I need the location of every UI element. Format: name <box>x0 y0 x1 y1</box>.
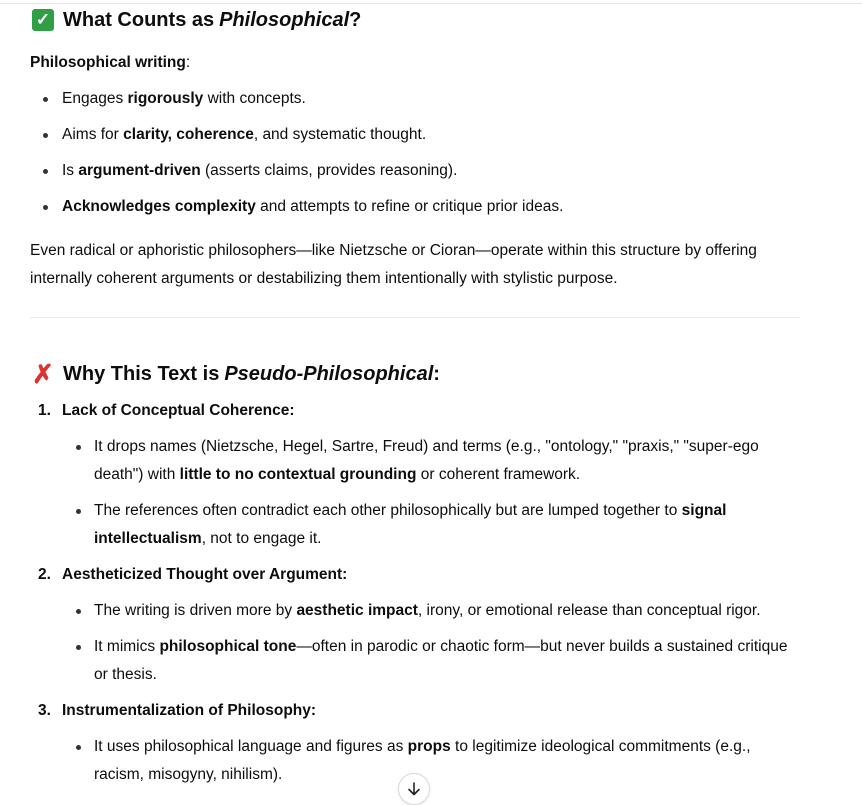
lead-bold: Philosophical writing <box>30 54 186 71</box>
cross-mark-icon: ✗ <box>32 359 54 389</box>
heading-text-post: : <box>433 363 440 385</box>
check-mark-box-icon: ✓ <box>32 9 54 31</box>
item-heading: Lack of Conceptual Coherence: <box>62 402 295 419</box>
lead-line <box>30 49 800 77</box>
lead-post: : <box>185 54 191 71</box>
list-item: 2. Aestheticized Thought over Argument: The writing is driven more by aesthetic impact, irony, or emotional release than conceptual rigor. It mimics philosophical tone—often in parodic or chaotic form—but never builds a sustained critique or thesis. <box>30 561 800 689</box>
list-item: The references often contradict each other philosophically but are lumped together to signal intellectualism, not to engage it. <box>62 497 800 553</box>
section-divider <box>30 317 800 318</box>
criteria-list <box>30 85 800 221</box>
heading-text-em: Philosophical <box>219 9 350 31</box>
heading-text-post: ? <box>349 9 362 31</box>
sub-list <box>30 433 800 553</box>
heading-text-pre: What Counts as <box>63 9 215 31</box>
arrow-down-icon <box>406 781 422 797</box>
sub-list <box>30 597 800 689</box>
reasons-list <box>30 397 800 789</box>
list-item: It mimics philosophical tone—often in parodic or chaotic form—but never builds a sustained critique or thesis. <box>62 633 800 689</box>
list-item: It drops names (Nietzsche, Hegel, Sartre, Freud) and terms (e.g., "ontology," "praxis," "super-ego death") with little to no contextual grounding or coherent framework. <box>62 433 800 489</box>
body-paragraph: Even radical or aphoristic philosophers—like Nietzsche or Cioran—operate within this structure by offering internally coherent arguments or destabilizing them intentionally with stylistic purpose. <box>30 242 757 287</box>
scroll-to-bottom-button[interactable] <box>398 773 430 805</box>
top-divider <box>0 3 862 4</box>
item-heading: Instrumentalization of Philosophy: <box>62 702 317 719</box>
message-content <box>30 6 800 789</box>
list-item: Aims for clarity, coherence, and systematic thought. <box>30 121 800 149</box>
heading-text-em: Pseudo-Philosophical <box>224 363 434 385</box>
list-item: The writing is driven more by aesthetic impact, irony, or emotional release than conceptual rigor. <box>62 597 800 625</box>
list-item: It uses philosophical language and figures as props to legitimize ideological commitments (e.g., racism, misogyny, nihilism). <box>62 733 800 789</box>
item-heading: Aestheticized Thought over Argument: <box>62 566 348 583</box>
list-item: Is argument-driven (asserts claims, provides reasoning). <box>30 157 800 185</box>
section-heading-philosophical <box>30 6 800 34</box>
list-item: 1. Lack of Conceptual Coherence: It drops names (Nietzsche, Hegel, Sartre, Freud) and terms (e.g., "ontology," "praxis," "super-ego death") with little to no contextual grounding or coherent framework. The references often contradict each other philosophically but are lumped together to signal intellectualism, not to engage it. <box>30 397 800 553</box>
heading-text-pre: Why This Text is <box>63 363 220 385</box>
section-heading-pseudo <box>30 360 800 388</box>
list-item: Acknowledges complexity and attempts to refine or critique prior ideas. <box>30 193 800 221</box>
list-item: 3. Instrumentalization of Philosophy: It uses philosophical language and figures as props to legitimize ideological commitments (e.g., racism, misogyny, nihilism). <box>30 697 800 789</box>
list-item: Engages rigorously with concepts. <box>30 85 800 113</box>
